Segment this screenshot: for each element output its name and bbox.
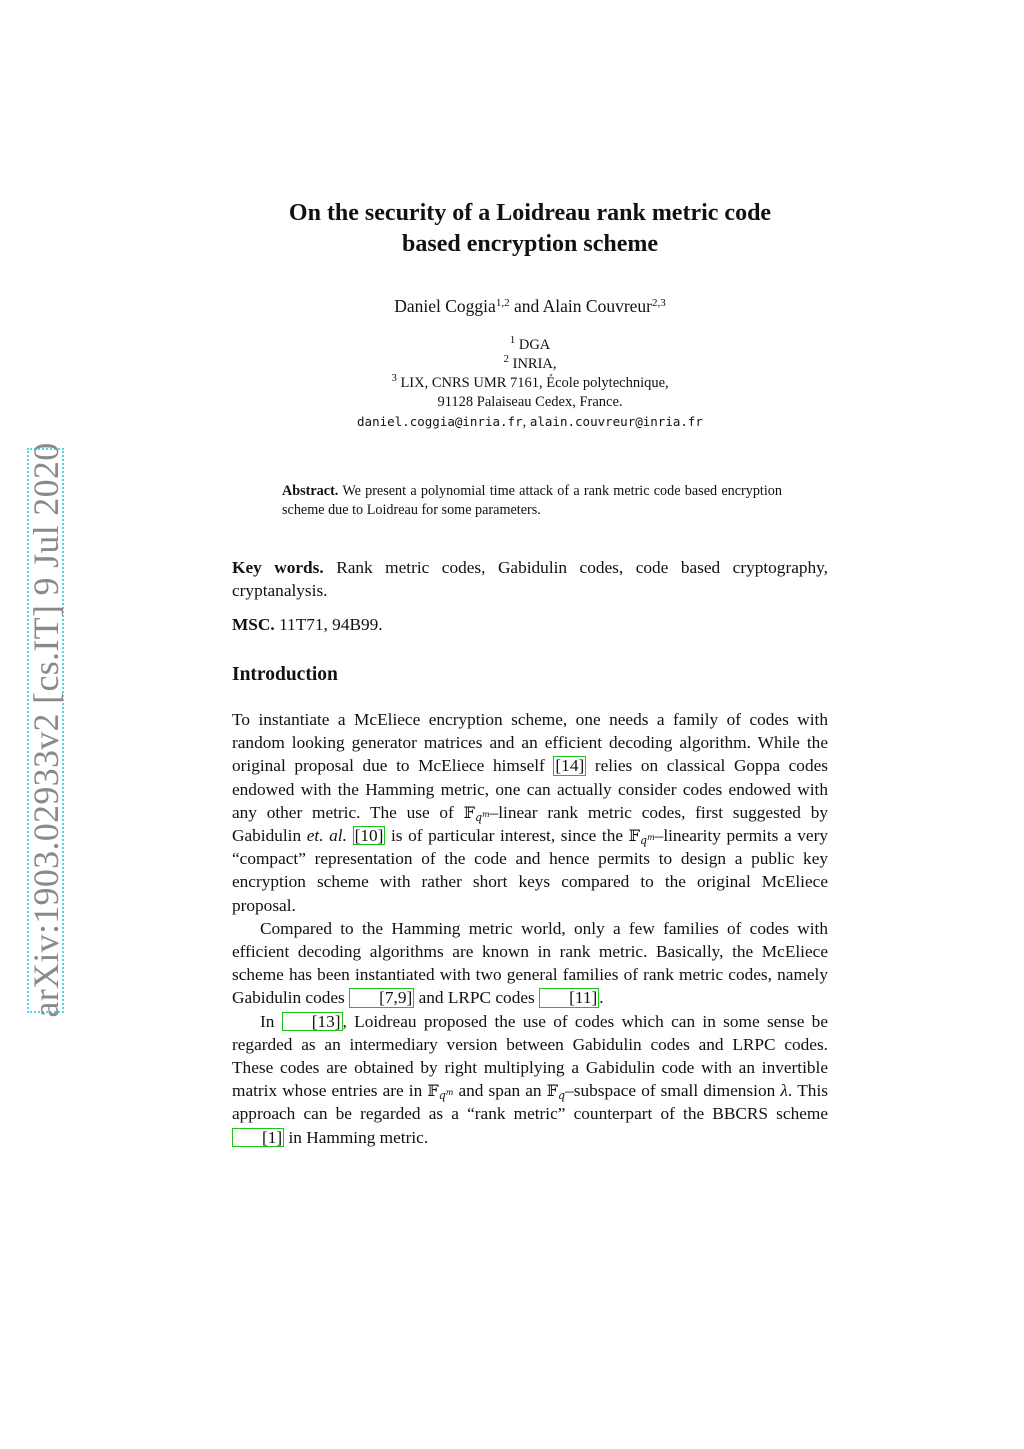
affiliation-text: LIX, CNRS UMR 7161, École polytechnique, [400, 375, 669, 391]
keywords-label: Key words. [232, 558, 324, 577]
email-link[interactable]: daniel.coggia@inria.fr [357, 414, 523, 429]
paragraph-text: and span an [458, 1081, 542, 1101]
email-separator: , [522, 414, 530, 430]
author-affiliation-mark: 2,3 [652, 297, 666, 309]
abstract-text: We present a polynomial time attack of a rank metric code based encryption scheme due to Loidreau for some parameters. [282, 483, 782, 518]
affiliation-text: DGA [518, 337, 551, 353]
author-name: Daniel Coggia [394, 296, 496, 316]
keywords [232, 556, 828, 602]
title-line-1: On the security of a Loidreau rank metric code [288, 200, 772, 226]
emphasis-text: et. al. [306, 826, 347, 846]
paragraph-text: . [599, 988, 604, 1008]
affiliation-text: INRIA, [512, 356, 557, 372]
paragraph-text: relies on classical Goppa codes endowed with the Hamming metric, one can actually consider codes endowed with any other metric. The use of [232, 756, 828, 822]
affiliations [200, 336, 860, 432]
paragraph-text: , Loidreau proposed the use of codes which can in some sense be regarded as an intermediary version between Gabidulin codes and LRPC codes. These codes are obtained by right multiplying a Gabidulin code with an invertible matrix whose entries are in [232, 1011, 828, 1101]
paragraph-text: To instantiate a McEliece encryption scheme, one needs a family of codes with random looking generator matrices and an efficient decoding algorithm. While the original proposal due to McEliece himself [232, 710, 828, 776]
msc-text: 11T71, 94B99. [279, 615, 383, 634]
paragraph [232, 917, 828, 1010]
citation-link[interactable]: [1] [232, 1128, 284, 1147]
affiliation-address: 91128 Palaiseau Cedex, France. [437, 394, 623, 410]
citation-link[interactable]: [14] [555, 756, 585, 776]
abstract-label: Abstract. [282, 483, 339, 499]
abstract [282, 482, 782, 520]
paragraph-text: in Hamming metric. [288, 1127, 429, 1147]
arxiv-stamp-text: arXiv:1903.02933v2 [cs.IT] 9 Jul 2020 [26, 442, 66, 1018]
email-link[interactable]: alain.couvreur@inria.fr [529, 414, 703, 429]
paper-title [200, 198, 860, 260]
affiliation-line [200, 374, 860, 393]
paragraph [232, 1010, 828, 1149]
affiliation-line [200, 336, 860, 355]
affiliation-line [200, 355, 860, 374]
introduction-body [232, 708, 828, 1149]
math-field: 𝔽$_{q^m}$ [628, 826, 655, 848]
paragraph-text: In [260, 1011, 275, 1031]
author-emails [200, 412, 860, 432]
citation-link[interactable]: [13] [282, 1012, 343, 1031]
author-affiliation-mark: 1,2 [495, 297, 510, 309]
paragraph-text: –linearity permits a very “compact” representation of the code and hence permits to design a public key encryption scheme with rather short keys compared to the original McEliece proposal. [232, 826, 828, 915]
title-line-2: based encryption scheme [402, 231, 658, 257]
math-field: 𝔽$_q$ [546, 1081, 566, 1103]
paragraph-text: –subspace of small dimension [565, 1081, 776, 1101]
author-conjunction: and [513, 296, 540, 316]
section-heading: Introduction [232, 664, 338, 685]
paragraph-text: is of particular interest, since the [390, 826, 624, 846]
paragraph-text: –linear rank metric codes, first suggested by Gabidulin [232, 802, 828, 846]
paragraph-text: and LRPC codes [418, 988, 535, 1008]
citation-link[interactable]: [7,9] [349, 988, 414, 1007]
keywords-text: Rank metric codes, Gabidulin codes, code based cryptography, cryptanalysis. [232, 558, 828, 601]
author-list [200, 296, 860, 317]
math-field: 𝔽$_{q^m}$ [463, 802, 490, 824]
msc-label: MSC. [232, 615, 275, 634]
math-symbol: λ [780, 1081, 788, 1101]
author-name: Alain Couvreur [542, 296, 652, 316]
affiliation-number: 2 [503, 353, 509, 365]
paragraph-text: Compared to the Hamming metric world, only a few families of codes with efficient decoding algorithms are known in rank metric. Basically, the McEliece scheme has been instantiated with two general families of rank metric codes, namely Gabidulin codes [232, 918, 828, 1008]
math-field: 𝔽$_{q^m}$ [427, 1081, 454, 1103]
paragraph [232, 708, 828, 917]
msc-classification [232, 613, 828, 636]
affiliation-number: 1 [509, 334, 516, 346]
affiliation-number: 3 [391, 372, 397, 384]
paragraph-text: . This approach can be regarded as a “rank metric” counterpart of the BBCRS scheme [232, 1081, 828, 1124]
citation-link[interactable]: [10] [354, 826, 384, 846]
citation-link[interactable]: [11] [539, 988, 599, 1007]
